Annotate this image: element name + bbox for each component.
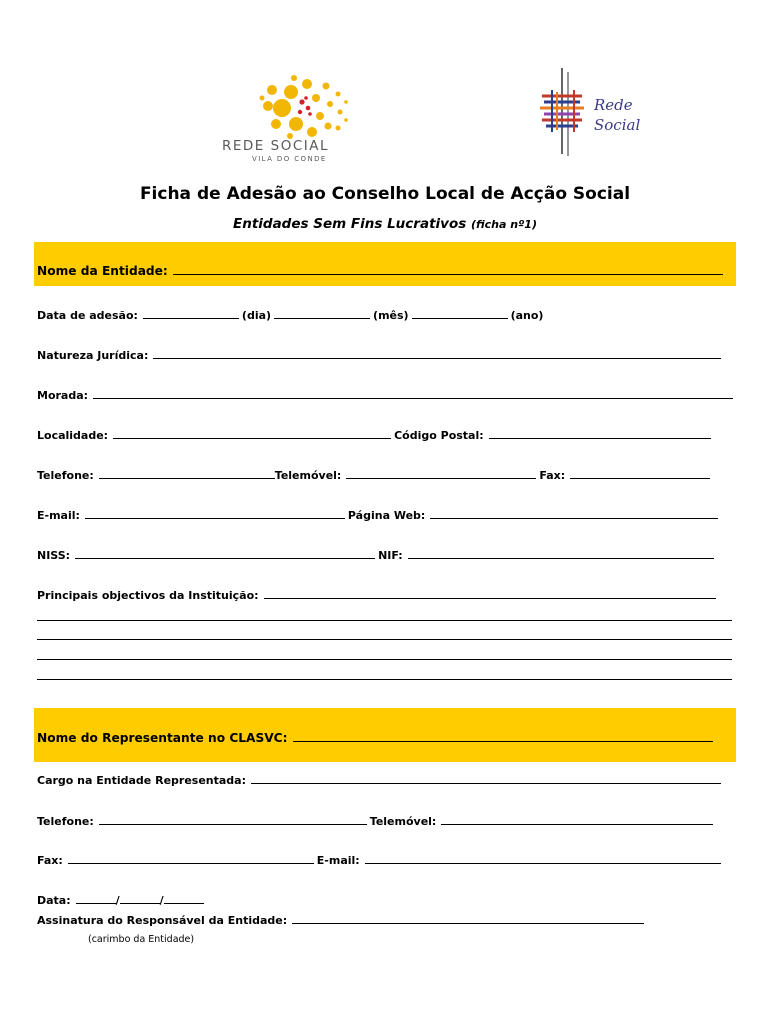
- dotted-sphere-icon: [254, 72, 354, 142]
- address-field[interactable]: [93, 388, 733, 399]
- tax-ids-row: [37, 548, 714, 563]
- objectives-line-2[interactable]: [37, 639, 732, 640]
- address-label: Morada:: [37, 389, 89, 402]
- day-field[interactable]: [143, 308, 239, 319]
- nif-field[interactable]: [408, 548, 714, 559]
- representative-field[interactable]: [293, 731, 713, 742]
- web-row: [37, 508, 718, 523]
- date-row: [37, 893, 204, 908]
- date-separator-1: /: [115, 894, 120, 907]
- subtitle-note: (ficha nº1): [470, 218, 537, 231]
- representative-label: Nome do Representante no CLASVC:: [37, 731, 288, 745]
- nif-label: NIF:: [378, 549, 403, 562]
- email-field[interactable]: [85, 508, 345, 519]
- legal-nature-label: Natureza Jurídica:: [37, 349, 149, 362]
- role-field[interactable]: [251, 773, 721, 784]
- month-label: (mês): [373, 309, 409, 322]
- objectives-label: Principais objectivos da Instituição:: [37, 589, 259, 602]
- legal-nature-row: [37, 348, 721, 363]
- logo-left-title: REDE SOCIAL: [222, 138, 329, 154]
- niss-label: NISS:: [37, 549, 71, 562]
- rep-fax-label: Fax:: [37, 854, 63, 867]
- date-month-field[interactable]: [120, 893, 160, 904]
- role-label: Cargo na Entidade Representada:: [37, 774, 247, 787]
- contact-row: [37, 468, 710, 483]
- rede-social-logo: [538, 66, 648, 158]
- date-label: Data:: [37, 894, 71, 907]
- rep-email-field[interactable]: [365, 853, 721, 864]
- entity-name-label: Nome da Entidade:: [37, 264, 168, 278]
- date-year-field[interactable]: [164, 893, 204, 904]
- rep-mobile-field[interactable]: [441, 814, 713, 825]
- logo-left-subtitle: VILA DO CONDE: [252, 155, 327, 163]
- email-label: E-mail:: [37, 509, 80, 522]
- signature-row: [37, 913, 644, 928]
- date-day-field[interactable]: [76, 893, 116, 904]
- rep-fax-row: [37, 853, 721, 868]
- rep-mobile-label: Telemóvel:: [369, 815, 437, 828]
- fax-label: Fax:: [539, 469, 566, 482]
- postal-code-label: Código Postal:: [394, 429, 484, 442]
- adhesion-date-row: [37, 308, 543, 323]
- website-field[interactable]: [430, 508, 718, 519]
- phone-label: Telefone:: [37, 469, 94, 482]
- logo-right-line1: Rede: [594, 96, 633, 114]
- niss-field[interactable]: [75, 548, 375, 559]
- rep-email-label: E-mail:: [316, 854, 360, 867]
- phone-field[interactable]: [99, 468, 275, 479]
- rep-phone-row: [37, 814, 713, 829]
- day-label: (dia): [241, 309, 272, 322]
- address-row: [37, 388, 733, 403]
- legal-nature-field[interactable]: [153, 348, 721, 359]
- mobile-field[interactable]: [346, 468, 536, 479]
- page-title: Ficha de Adesão ao Conselho Local de Acção Social: [139, 184, 631, 204]
- website-label: Página Web:: [347, 509, 426, 522]
- rep-phone-field[interactable]: [99, 814, 367, 825]
- subtitle-main: Entidades Sem Fins Lucrativos: [233, 216, 467, 232]
- page-subtitle: [0, 216, 770, 232]
- locality-label: Localidade:: [37, 429, 109, 442]
- stamp-note: (carimbo da Entidade): [88, 934, 195, 945]
- entity-name-field[interactable]: [173, 264, 723, 275]
- entity-name-row: [37, 264, 723, 278]
- year-label: (ano): [510, 309, 544, 322]
- rede-social-vila-do-conde-logo: [222, 66, 367, 166]
- rep-phone-label: Telefone:: [37, 815, 94, 828]
- objectives-field[interactable]: [264, 588, 716, 599]
- objectives-line-1[interactable]: [37, 620, 732, 621]
- objectives-line-4[interactable]: [37, 679, 732, 680]
- postal-code-field[interactable]: [489, 428, 711, 439]
- year-field[interactable]: [412, 308, 508, 319]
- network-weave-icon: [538, 66, 594, 158]
- signature-label: Assinatura do Responsável da Entidade:: [37, 914, 288, 927]
- signature-field[interactable]: [292, 913, 644, 924]
- representative-row: [37, 731, 713, 745]
- logo-right-line2: Social: [594, 116, 641, 134]
- objectives-row: [37, 588, 716, 603]
- mobile-label: Telemóvel:: [274, 469, 342, 482]
- locality-row: [37, 428, 711, 443]
- rep-fax-field[interactable]: [68, 853, 314, 864]
- month-field[interactable]: [274, 308, 370, 319]
- fax-field[interactable]: [570, 468, 710, 479]
- locality-field[interactable]: [113, 428, 391, 439]
- date-separator-2: /: [159, 894, 164, 907]
- adhesion-date-label: Data de adesão:: [37, 309, 138, 322]
- objectives-line-3[interactable]: [37, 659, 732, 660]
- role-row: [37, 773, 721, 788]
